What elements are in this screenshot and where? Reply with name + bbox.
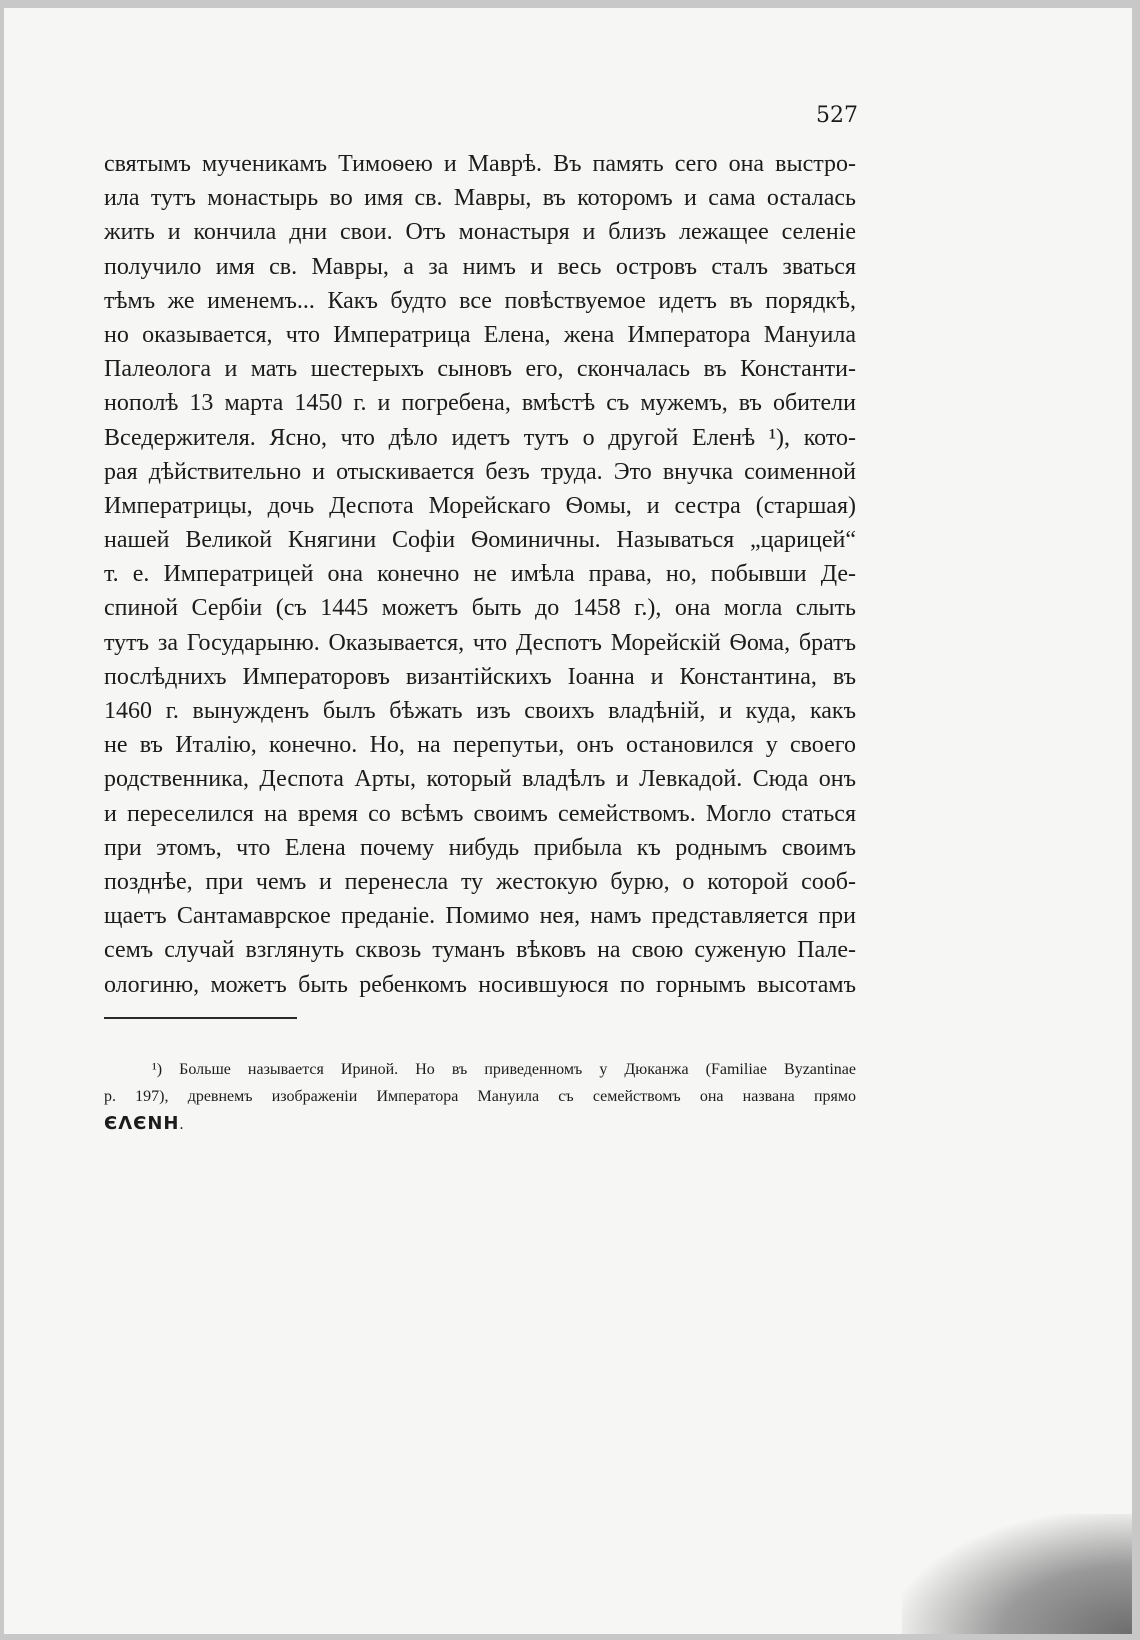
text-line: щаетъ Сантамаврское преданіе. Помимо нея, намъ представляется при <box>104 903 856 930</box>
text-line: Палеолога и мать шестерыхъ сыновъ его, скончалась въ Константи- <box>104 356 856 383</box>
text-line: 1460 г. вынужденъ былъ бѣжать изъ своихъ владѣній, и куда, какъ <box>104 698 856 724</box>
text-line: родственника, Деспота Арты, который владѣлъ и Левкадой. Сюда онъ <box>104 766 856 793</box>
footnote-line: p. 197), древнемъ изображеніи Императора Мануила съ семействомъ она названа прямо <box>104 1088 856 1105</box>
footnote-tail: . <box>179 1116 184 1133</box>
text-line: семъ случай взглянуть сквозь туманъ вѣковъ на свою суженую Пале- <box>104 937 856 964</box>
text-line: позднѣе, при чемъ и перенесла ту жестокую бурю, о которой сооб- <box>104 868 856 895</box>
text-line: тутъ за Государыню. Оказывается, что Деспотъ Морейскій Ѳома, братъ <box>104 629 856 656</box>
footnote-line-end <box>104 1110 856 1138</box>
text-line: ила тутъ монастырь во имя св. Мавры, въ которомъ и сама осталась <box>104 185 856 212</box>
text-line: послѣднихъ Императоровъ византійскихъ Іоанна и Константина, въ <box>104 663 856 690</box>
text-line: спиной Сербіи (съ 1445 можетъ быть до 1458 г.), она могла слыть <box>104 595 856 622</box>
text-line: получило имя св. Мавры, а за нимъ и весь островъ сталъ зваться <box>104 253 856 280</box>
text-line: святымъ мученикамъ Тимоѳею и Маврѣ. Въ память сего она выстро- <box>104 151 856 177</box>
main-text <box>104 147 856 1002</box>
page-number: 527 <box>816 103 858 128</box>
text-line: не въ Италію, конечно. Но, на перепутьи, онъ остановился у своего <box>104 732 856 759</box>
text-line: при этомъ, что Елена почему нибудь прибыла къ роднымъ своимъ <box>104 834 856 861</box>
footnote <box>104 1056 856 1138</box>
text-line: нополѣ 13 марта 1450 г. и погребена, вмѣстѣ съ мужемъ, въ обители <box>104 390 856 417</box>
page-corner-shadow <box>902 1514 1132 1634</box>
text-line: ологиню, можетъ быть ребенкомъ носившуюся по горнымъ высотамъ <box>104 971 856 998</box>
text-line: т. е. Императрицей она конечно не имѣла права, но, побывши Де- <box>104 561 856 588</box>
greek-name: ЄΛЄΝΗ <box>104 1113 180 1134</box>
footnote-line: ¹) Больше называется Ириной. Но въ приведенномъ у Дюканжа (Familiae Byzantinae <box>152 1061 856 1078</box>
text-line: Вседержителя. Ясно, что дѣло идетъ тутъ о другой Еленѣ ¹), кото- <box>104 424 856 451</box>
text-line: нашей Великой Княгини Софіи Ѳоминичны. Называться „царицей“ <box>104 527 856 554</box>
footnote-separator <box>104 1017 297 1019</box>
text-line: жить и кончила дни свои. Отъ монастыря и близъ лежащее селеніе <box>104 219 856 246</box>
text-line: и переселился на время со всѣмъ своимъ семействомъ. Могло статься <box>104 800 856 827</box>
text-line: тѣмъ же именемъ... Какъ будто все повѣствуемое идетъ въ порядкѣ, <box>104 287 856 314</box>
text-line: рая дѣйствительно и отыскивается безъ труда. Это внучка соименной <box>104 458 856 485</box>
text-line: Императрицы, дочь Деспота Морейскаго Ѳомы, и сестра (старшая) <box>104 492 856 519</box>
text-line: но оказывается, что Императрица Елена, жена Императора Мануила <box>104 321 856 348</box>
